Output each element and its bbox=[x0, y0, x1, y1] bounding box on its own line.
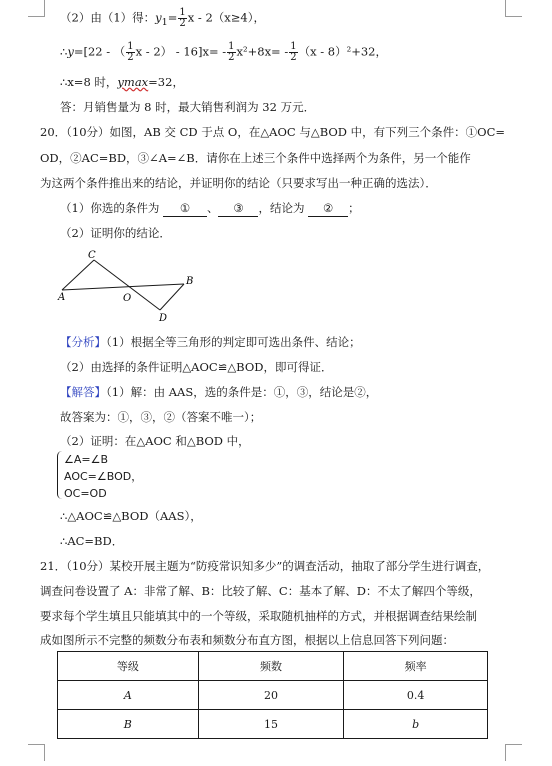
q19-answer: 答：月销售量为 8 时，最大销售利润为 32 万元． bbox=[60, 100, 316, 114]
page-corner-mark bbox=[505, 0, 522, 17]
segment-ab bbox=[62, 284, 184, 290]
geometry-figure bbox=[56, 248, 206, 326]
answer-blank-3: ② bbox=[308, 200, 348, 217]
solution-line-2: 故答案为：①，③，②（答案不唯一）； bbox=[60, 410, 262, 424]
analysis-tag: 【分析】 bbox=[60, 335, 106, 349]
table-header-cell: 频率 bbox=[344, 652, 488, 681]
q21-line-4: 成如图所示不完整的频数分布表和频数分布直方图，根据以上信息回答下列问题： bbox=[40, 633, 454, 647]
page-corner-mark bbox=[505, 744, 522, 761]
segment-ac bbox=[62, 260, 94, 290]
q21-line-2: 调查问卷设置了 A：非常了解、B：比较了解、C：基本了解、D：不太了解四个等级， bbox=[40, 584, 481, 598]
system-brace bbox=[57, 451, 62, 499]
table-cell: A bbox=[58, 681, 199, 710]
answer-blank-1: ① bbox=[163, 200, 207, 217]
q20-part1: （1）你选的条件为 ① 、 ③ ，结论为 ② ； bbox=[60, 201, 360, 215]
table-cell: b bbox=[344, 710, 488, 739]
system-line-1: ∠A=∠B bbox=[64, 453, 109, 466]
q21-line-3: 要求每个学生填且只能填其中的一个等级，采取随机抽样的方式，并根据调查结果绘制 bbox=[40, 609, 477, 623]
table-header-row bbox=[58, 652, 488, 681]
solution-line-3: （2）证明：在△AOC 和△BOD 中， bbox=[60, 434, 250, 448]
q20-line-2: OD，②AC=BD，③∠A=∠B．请你在上述三个条件中选择两个为条件，另一个能作 bbox=[40, 151, 471, 165]
label-o: O bbox=[123, 293, 132, 304]
system-line-3: OC=OD bbox=[64, 487, 107, 500]
solution-line-1: 【解答】（1）解：由 AAS，选的条件是：①，③，结论是②， bbox=[60, 385, 378, 399]
page-corner-mark bbox=[28, 744, 45, 761]
solution-line-4: ∴△AOC≌△BOD（AAS）， bbox=[60, 509, 202, 523]
q19-line-2: ∴y=[22 - （ $\frac{1}{2}$ x - 2） - 16]x= - $\frac{1}{2}$ x²+8x= - $\frac{1}{2}$ （x - 8）²+32， bbox=[60, 41, 387, 63]
q20-line-3: 为这两个条件推出来的结论，并证明你的结论（只要求写出一种正确的选法）． bbox=[40, 176, 437, 190]
answer-blank-2: ③ bbox=[218, 200, 258, 217]
table-header-cell: 频数 bbox=[198, 652, 344, 681]
q20-part2: （2）证明你的结论． bbox=[60, 226, 171, 240]
q20-header: 20．（10分）如图，AB 交 CD 于点 O，在△AOC 与△BOD 中，有下列三个条件：①OC= bbox=[40, 125, 506, 139]
table-cell: 20 bbox=[198, 681, 344, 710]
label-d: D bbox=[159, 313, 168, 324]
frequency-table bbox=[57, 651, 488, 739]
q21-line-1: 21．（10分）某校开展主题为“防疫常识知多少”的调查活动，抽取了部分学生进行调查， bbox=[40, 559, 490, 573]
page-corner-mark bbox=[28, 0, 45, 17]
q19-line-1: （2）由（1）得：$y_1=$ $\frac{1}{2}$ x - 2（x≥4）， bbox=[60, 7, 265, 29]
table-cell: 15 bbox=[198, 710, 344, 739]
table-header-cell: 等级 bbox=[58, 652, 199, 681]
label-b: B bbox=[186, 276, 194, 287]
label-a: A bbox=[58, 292, 66, 303]
table-cell: B bbox=[58, 710, 199, 739]
solution-line-5: ∴AC=BD． bbox=[60, 534, 124, 548]
table-row bbox=[58, 710, 488, 739]
label-c: C bbox=[88, 250, 96, 261]
q19-line-3: ∴x=8 时，ymax=32， bbox=[60, 75, 184, 89]
segment-bd bbox=[160, 284, 184, 310]
table-row bbox=[58, 681, 488, 710]
analysis-line-1: 【分析】（1）根据全等三角形的判定即可选出条件、结论； bbox=[60, 335, 361, 349]
table-cell: 0.4 bbox=[344, 681, 488, 710]
solution-tag: 【解答】 bbox=[60, 385, 106, 399]
analysis-line-2: （2）由选择的条件证明△AOC≌△BOD，即可得证． bbox=[60, 360, 333, 374]
system-line-2: AOC=∠BOD， bbox=[64, 470, 143, 483]
